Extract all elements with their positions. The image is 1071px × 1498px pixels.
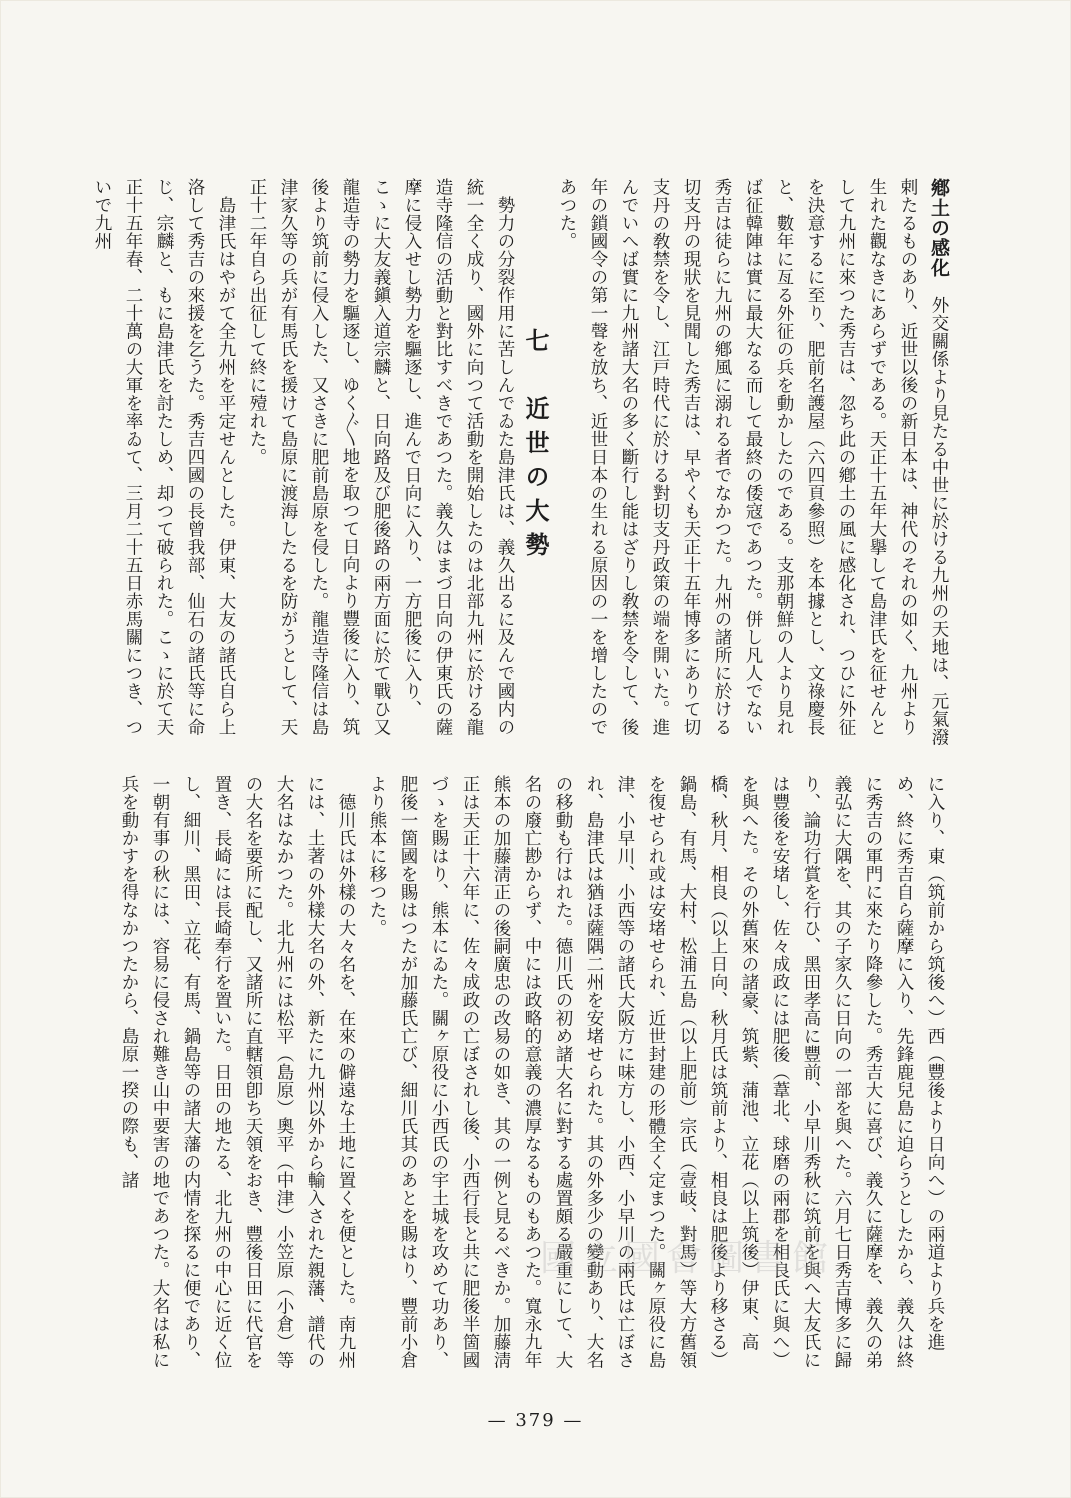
library-watermark: 國立國會圖書館	[540, 1238, 835, 1279]
paragraph-5-text: 德川氏は外樣の大々名を、在來の僻遠な土地に置くを便とした。南九州には、土著の外樣大名の外、新たに九州以外から輸入された親藩、譜代の大名はなかつた。北九州には松平（島原）奧平（中津）小笠原（小倉）等の大名を要所に配し、又諸所に直轄領卽ち天領をおき、豐後日田に代官を置き、長崎には長崎奉行を置いた。日田の地たる、北九州の中心に近く位し、細川、黑田、立花、有馬、鍋島等の諸大藩の内情を探るに便であり、一朝有事の秋には、容易に侵され難き山中要害の地であつた。大名は私に兵を動かすを得なかつたから、島原一揆の際も、諸	[119, 775, 356, 1369]
lower-text-block	[119, 775, 950, 1385]
paragraph-4: に入り、東（筑前から筑後へ）西（豐後より日向へ）の兩道より兵を進め、終に秀吉自ら薩摩に入り、先鋒鹿兒島に迫らうとしたから、義久は終に秀吉の軍門に來たり降參した。秀吉大に喜び、義久に薩摩を、義久の弟義弘に大隅を、其の子家久に日向の一部を與へた。六月七日秀吉博多に歸り、論功行賞を行ひ、黑田孝高に豐前、小早川秀秋に筑前を與へ大友氏には豐後を安堵し、佐々成政には肥後（葦北、球磨の兩郡を相良氏に與へ）を與へた。その外舊來の諸豪、筑紫、蒲池、立花（以上筑後）伊東、高橋、秋月、相良（以上日向、秋月氏は筑前より、相良は肥後より移さる）鍋島、有馬、大村、松浦五島（以上肥前）宗氏（壹岐、對馬）等大方舊領を復せられ或は安堵せられ、近世封建の形體全く定まつた。關ヶ原役に島津、小早川、小西等の諸氏大阪方に味方し、小西、小早川の兩氏は亡ぼされ、島津氏は猶ほ薩隅二州を安堵せられた。其の外多少の變動あり、大名の移動も行はれた。德川氏の初め諸大名に對する處置頗る嚴重にして、大名の廢亡尠からず、中には政略的意義の濃厚なるものもあつた。寬永九年熊本の加藤淸正の後嗣廣忠の改易の如き、其の一例と見るべきか。加藤淸正は天正十六年に、佐々成政の亡ぼされし後、小西行長と共に肥後半箇國づゝを賜はり、熊本にゐた。關ヶ原役に小西氏の宇土城を攻めて功あり、肥後一箇國を賜はつたが加藤氏亡び、細川氏其のあとを賜はり、豐前小倉より熊本に移つた。	[367, 775, 945, 1369]
paragraph-3-text: 島津氏はやがて全九州を平定せんとした。伊東、大友の諸氏自ら上洛して秀吉の來援を乞うた。秀吉四國の長曾我部、仙石の諸氏等に命じ、宗麟と、もに島津氏を討たしめ、却つて破られた。こゝに於て天正十五年春、二十萬の大軍を率ゐて、三月二十五日赤馬關につき、ついで九州	[92, 178, 236, 736]
paragraph-1: 外交關係より見たる中世に於ける九州の天地は、元氣潑剌たるものあり、近世以後の新日本は、神代のそれの如く、九州より生れた觀なきにあらずである。天正十五年大擧して島津氏を征せんとして九州に來つた秀吉は、忽ち此の鄕土の風に感化され、つひに外征を決意するに至り、肥前名護屋（六四頁參照）を本據とし、文祿慶長と、數年に亙る外征の兵を動かしたのである。支那朝鮮の人より見れば征韓陣は實に最大なる而して最終の倭寇であつた。併し凡人でない秀吉は徒らに九州の鄕風に溺れる者でなかつた。九州の諸所に於ける切支丹の現狀を見聞した秀吉は、早やくも天正十五年博多にありて切支丹の敎禁を令し、江戸時代に於ける對切支丹政策の端を開いた。進んでいへば實に九州諸大名の多く斷行し能はざりし敎禁を令して、後年の鎖國令の第一聲を放ち、近世日本の生れる原因の一を增したのであつた。	[557, 178, 949, 746]
upper-text-block	[92, 178, 954, 746]
page-number: — 379 —	[487, 1410, 584, 1431]
paragraph-2-text: 勢力の分裂作用に苦しんでゐた島津氏は、義久出るに及んで國内の統一全く成り、國外に向つて活動を開始したのは北部九州に於ける龍造寺隆信の活動と對比すべきであつた。義久はまづ日向の伊東氏の薩摩に侵入せし勢力を驅逐し、進んで日向に入り、一方肥後に入り、こゝに大友義鎭入道宗麟と、日向路及び肥後路の兩方面に於て戰ひ又龍造寺の勢力を驅逐し、ゆく〲地を取つて日向より豐後に入り、筑後より筑前に侵入した、又さきに肥前島原を侵した。龍造寺隆信は島津家久等の兵が有馬氏を援けて島原に渡海したるを防がうとして、天正十二年自ら出征して終に殪れた。	[247, 178, 515, 736]
section-title: 七 近世の大勢	[521, 328, 550, 566]
paragraph-2	[241, 178, 520, 746]
heading-local-influence	[551, 178, 954, 746]
paragraph-5	[113, 775, 361, 1385]
paragraph-3	[86, 178, 241, 746]
paragraph-heading: 鄕土の感化	[928, 178, 950, 278]
